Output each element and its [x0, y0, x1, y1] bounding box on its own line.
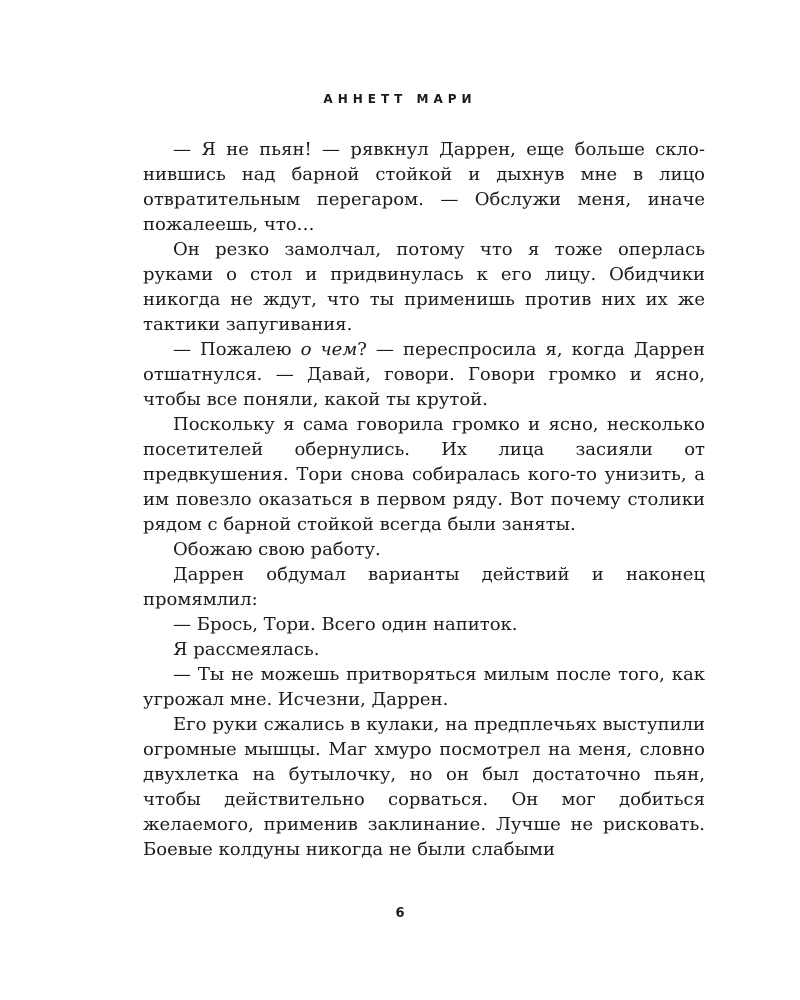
page-number: 6 — [395, 906, 405, 921]
paragraph: Я рассмеялась. — [173, 639, 320, 660]
paragraph: Поскольку я сама говорила громко и ясно, несколько посетителей обернулись. Их лица засияли от предвкушения. Тори снова собиралась кого-то унизить, а им повезло оказаться в первом ряду. Вот почему столики рядом с барной стойкой всегда были заняты. — [143, 414, 705, 535]
paragraph: Обожаю свою работу. — [173, 539, 381, 560]
paragraph-segment: ? — переспросила я, когда Даррен отшатнулся. — Давай, говори. Говори громко и ясно, чтобы все поняли, какой ты крутой. — [143, 339, 705, 410]
paragraph-italic-segment: о чем — [300, 339, 358, 360]
paragraph: Его руки сжались в кулаки, на предплечьях выступили огромные мышцы. Маг хмуро посмотрел на меня, словно двухлетка на бутылочку, но он был достаточно пьян, чтобы действительно сорваться. Он мог добиться желаемого, применив заклинание. Лучше не рисковать. Боевые колдуны никогда не были слабыми — [143, 714, 705, 860]
paragraph: Он резко замолчал, потому что я тоже оперлась руками о стол и придвинулась к его лицу. Обидчики никогда не ждут, что ты применишь против них их же тактики запугивания. — [143, 239, 705, 335]
running-header-author: АННЕТТ МАРИ — [323, 92, 477, 106]
paragraph: Даррен обдумал варианты действий и наконец промямлил: — [143, 564, 705, 610]
body-text — [143, 137, 705, 862]
paragraph: — Я не пьян! — рявкнул Даррен, еще больше склонившись над барной стойкой и дыхнув мне в лицо отвратительным перегаром. — Обслужи меня, иначе пожалеешь, что… — [143, 139, 705, 235]
paragraph: — Брось, Тори. Всего один напиток. — [173, 614, 518, 635]
paragraph — [143, 337, 705, 412]
paragraph: — Ты не можешь притворяться милым после того, как угрожал мне. Исчезни, Даррен. — [143, 664, 705, 710]
paragraph-segment: — Пожалею — [173, 339, 301, 360]
